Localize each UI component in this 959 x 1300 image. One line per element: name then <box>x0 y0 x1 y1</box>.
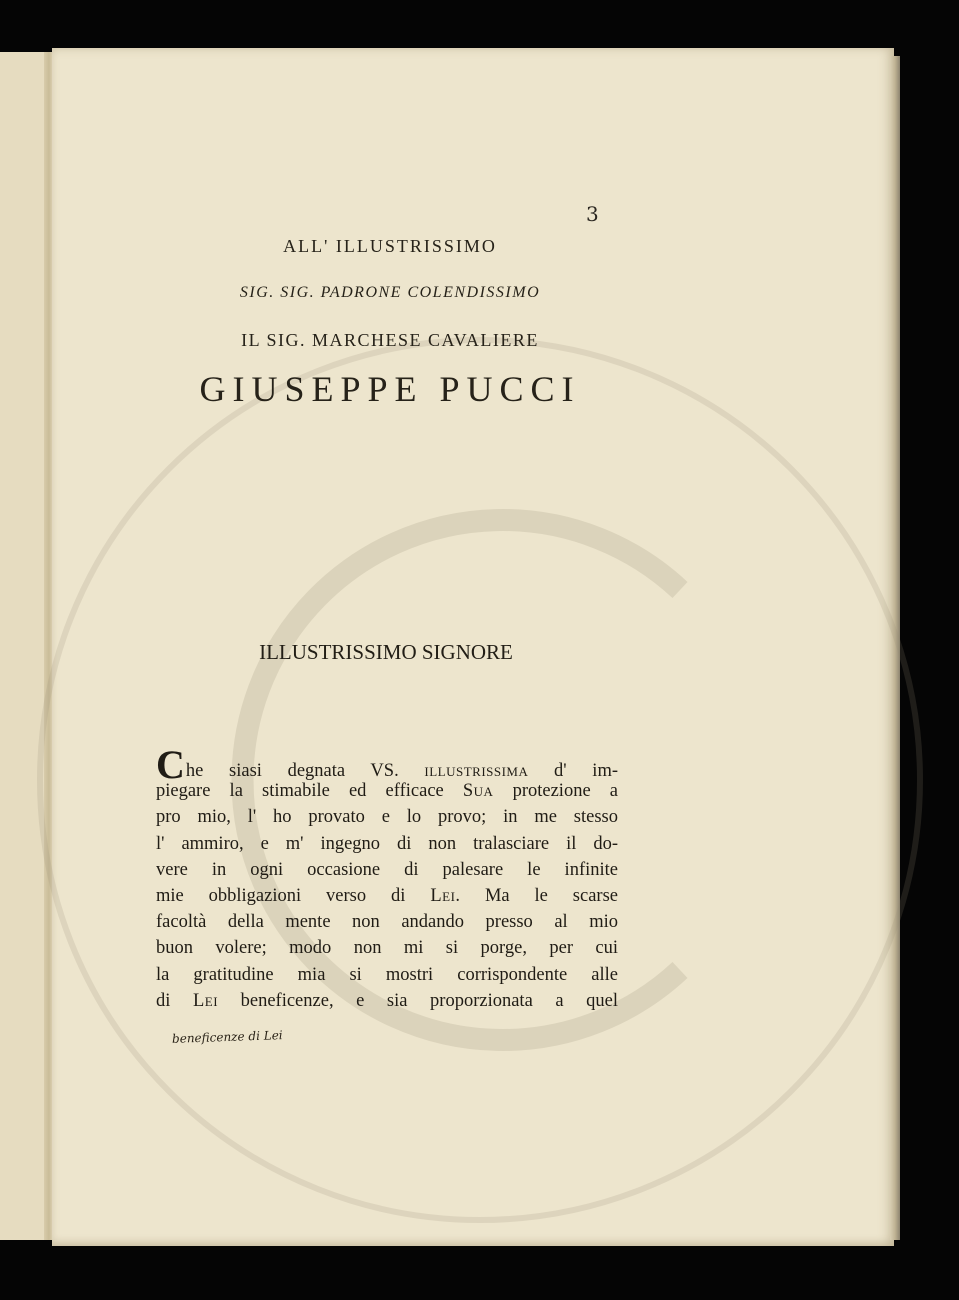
small-caps-word: Lei <box>430 885 456 906</box>
handwritten-annotation: beneficenze di Lei <box>171 1028 283 1046</box>
body-text-segment: beneficenze, e sia proporzionata a quel <box>218 990 618 1011</box>
body-text-segment: buon volere; modo non mi si porge, per cui <box>156 938 618 959</box>
dedication-line-1: ALL' ILLUSTRISSIMO <box>283 236 497 256</box>
body-text-segment: d' im- <box>528 761 618 781</box>
body-text-segment: di <box>156 990 193 1011</box>
dedication-line-2: SIG. SIG. PADRONE COLENDISSIMO <box>239 284 541 301</box>
salutation-heading: ILLUSTRISSIMO SIGNORE <box>259 640 513 664</box>
small-caps-word: Lei <box>192 990 219 1011</box>
body-line <box>156 909 618 935</box>
small-caps-word: Sua <box>462 781 494 802</box>
body-text <box>156 742 618 1014</box>
dedicatee-name: GIUSEPPE PUCCI <box>199 369 581 409</box>
body-line <box>156 742 618 787</box>
body-line <box>156 778 618 804</box>
page-edge-shadow <box>890 56 900 1240</box>
body-text-segment: piegare la stimabile ed efficace <box>156 781 463 802</box>
page-number: 3 <box>586 202 599 226</box>
body-text-segment: mie obbligazioni verso di <box>156 885 431 906</box>
body-text-segment: he siasi degnata VS. <box>185 761 425 781</box>
body-line <box>156 988 618 1014</box>
body-text-segment: l' ammiro, e m' ingegno di non tralasciare il do- <box>156 833 618 854</box>
drop-cap: C <box>156 742 185 787</box>
body-text-segment: pro mio, l' ho provato e lo provo; in me stesso <box>156 807 618 828</box>
body-line <box>156 857 618 883</box>
body-line <box>156 883 618 909</box>
body-text-segment: protezione a <box>493 781 618 802</box>
body-text-segment: la gratitudine mia si mostri corrispondente alle <box>156 964 618 985</box>
body-line <box>156 935 618 961</box>
body-text-segment: facoltà della mente non andando presso al mio <box>156 912 618 933</box>
body-line <box>156 804 618 830</box>
dedication-line-3: IL SIG. MARCHESE CAVALIERE <box>241 330 539 350</box>
small-caps-word: illustrissima <box>424 761 529 781</box>
body-line <box>156 962 618 988</box>
body-text-segment: vere in ogni occasione di palesare le infinite <box>156 859 618 880</box>
body-line <box>156 831 618 857</box>
body-text-segment: . Ma le scarse <box>455 885 618 906</box>
